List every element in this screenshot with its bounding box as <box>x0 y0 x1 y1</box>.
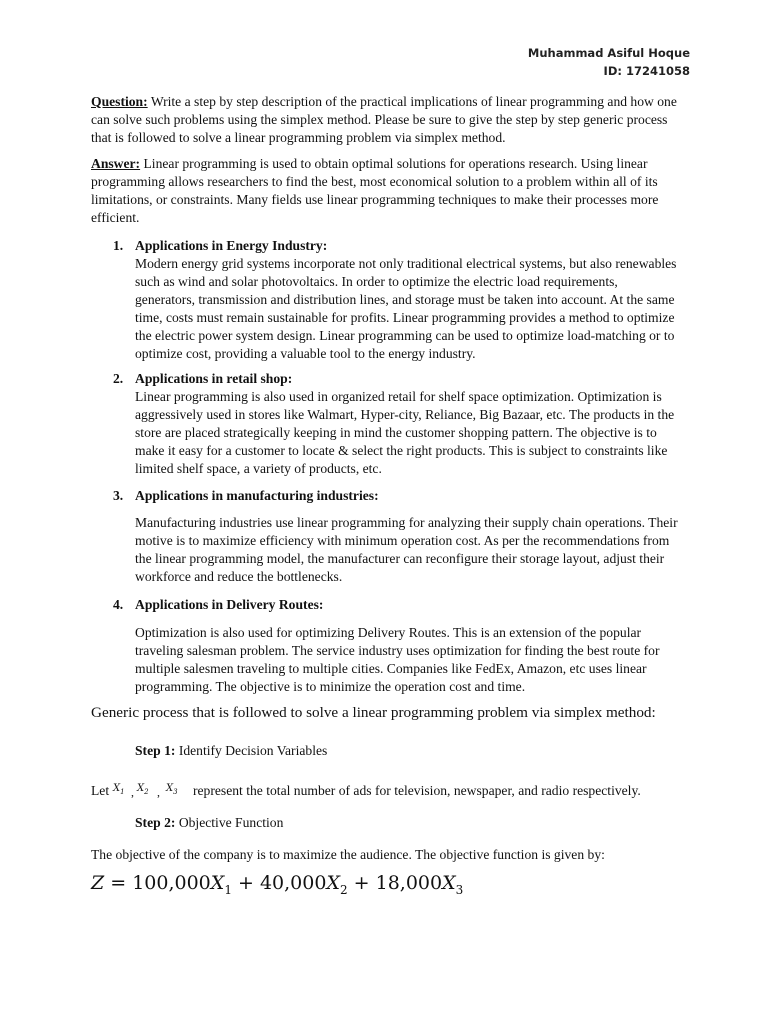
step-2-text: Objective Function <box>178 815 284 830</box>
answer-label: Answer: <box>91 156 141 171</box>
formula-term: = 100,000 <box>104 872 211 894</box>
list-item-title: Applications in manufacturing industries: <box>135 488 379 503</box>
question-label: Question: <box>91 94 148 109</box>
list-item-body: Optimization is also used for optimizing Delivery Routes. This is an extension of the popular traveling salesman problem. The service industry uses optimization for finding the best route for multiple salesmen traveling to multiple cities. Companies like FedEx, Amazon, etc uses linear programming. The objective is to minimize the operation cost and time. <box>135 625 660 694</box>
formula-z: Z <box>91 872 105 894</box>
question-paragraph <box>91 93 681 147</box>
variable-x2: $X_2$ <box>137 783 149 796</box>
page-header <box>528 44 690 80</box>
question-text: Write a step by step description of the practical implications of linear programming and how one can solve such problems using the simplex method. Please be sure to give the step by step generic process that is followed to solve a linear programming problem via simplex method. <box>91 94 677 145</box>
list-item-body: Manufacturing industries use linear programming for analyzing their supply chain operations. Their motive is to maximize efficiency with minimum operation cost. As per the recommendations from the linear programming model, the manufacturer can reconfigure their storage layout, adjust their workforce and reduce the bottlenecks. <box>135 515 678 584</box>
list-item-title: Applications in retail shop: <box>135 371 293 386</box>
variable-x3: $X_3$ <box>166 783 178 796</box>
list-item-title: Applications in Delivery Routes: <box>135 597 324 612</box>
decision-variables-text: represent the total number of ads for television, newspaper, and radio respectively. <box>193 783 641 798</box>
objective-text: The objective of the company is to maximize the audience. The objective function is given by: <box>91 847 605 862</box>
student-id: ID: 17241058 <box>603 64 690 78</box>
generic-process-heading: Generic process that is followed to solve a linear programming problem via simplex method: <box>91 704 656 721</box>
list-item-number: 4. <box>113 597 124 612</box>
objective-formula: $Z = 100,000X_1 + 40,000X_2 + 18,000X_3$ <box>91 872 464 897</box>
formula-term: + 18,000 <box>347 872 443 894</box>
step-1 <box>135 742 327 760</box>
decision-variables-line <box>91 780 691 802</box>
variable-x1: $X_1$ <box>113 783 125 796</box>
author-name: Muhammad Asiful Hoque <box>527 46 690 60</box>
let-word: Let <box>91 783 110 798</box>
comma: , <box>157 785 160 799</box>
answer-text: Linear programming is used to obtain optimal solutions for operations research. Using linear programming allows researchers to find the best, most economical solution to a problem within all of its limitations, or constraints. Many fields use linear programming techniques to make their processes more efficient. <box>91 156 659 225</box>
list-item-number: 3. <box>113 488 124 503</box>
list-item-body: Modern energy grid systems incorporate not only traditional electrical systems, but also renewables such as wind and solar photovoltaics. In order to optimize the electric load requirements, generators, transmission and distribution lines, and storage must be taken into account. At the same time, costs must remain sustainable for profits. Linear programming provides a method to optimize the electric power system design. Linear programming can be used to optimize load-matching or to optimize cost, providing a valuable tool to the energy industry. <box>135 256 677 361</box>
step-2-label: Step 2: <box>135 815 176 830</box>
step-2 <box>135 814 283 832</box>
comma: , <box>131 785 134 799</box>
step-1-text: Identify Decision Variables <box>178 743 328 758</box>
list-item-title: Applications in Energy Industry: <box>135 238 328 253</box>
list-item-number: 1. <box>113 238 124 253</box>
list-item-number: 2. <box>113 371 124 386</box>
formula-term: + 40,000 <box>231 872 327 894</box>
answer-paragraph <box>91 155 681 227</box>
step-1-label: Step 1: <box>135 743 176 758</box>
list-item-body: Linear programming is also used in organized retail for shelf space optimization. Optimization is aggressively used in stores like Walmart, Hyper-city, Reliance, Big Bazaar, etc. The products in the store are placed strategically keeping in mind the customer shopping pattern. The objective is to make it easy for a customer to locate & select the right products. This is subject to constraints like limited shelf space, a variety of products, etc. <box>135 389 675 476</box>
